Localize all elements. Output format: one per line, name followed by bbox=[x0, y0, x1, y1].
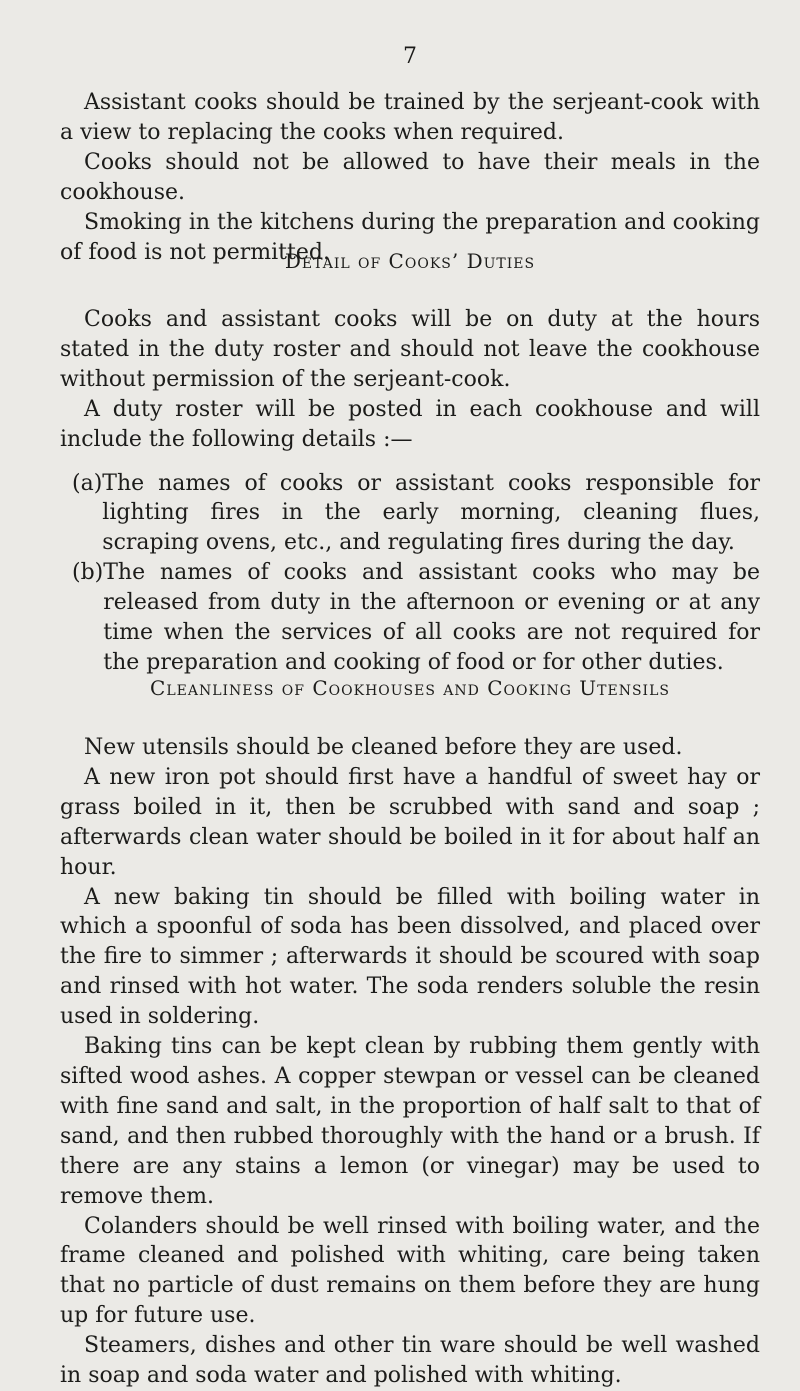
section-heading-duties: Detail of Cooks’ Duties bbox=[284, 249, 536, 273]
list-item bbox=[60, 558, 760, 678]
paragraph: Cooks and assistant cooks will be on duty at the hours stated in the duty roster and should not leave the cookhouse without permission of the serjeant-cook. bbox=[60, 307, 760, 392]
list-text: The names of cooks or assistant cooks responsible for lighting fires in the early morning, cleaning flues, scraping ovens, etc., and regulating fires during the day. bbox=[102, 470, 760, 556]
section-heading-cleanliness: Cleanliness of Cookhouses and Cooking Utensils bbox=[150, 676, 670, 700]
cleanliness-text bbox=[60, 733, 760, 1391]
paragraph: Colanders should be well rinsed with boiling water, and the frame cleaned and polished with whiting, care being taken that no particle of dust remains on them before they are hung up for future use. bbox=[60, 1213, 760, 1329]
list-item bbox=[60, 469, 760, 559]
list-text: The names of cooks and assistant cooks who may be released from duty in the afternoon or evening or at any time when the services of all cooks are not required for the preparation and cooking of food or for other duties. bbox=[103, 560, 760, 675]
paragraph: Steamers, dishes and other tin ware should be well washed in soap and soda water and polished with whiting. bbox=[60, 1333, 760, 1389]
paragraph: Smoking in the kitchens during the preparation and cooking of food is not permitted. bbox=[60, 209, 760, 265]
paragraph: New utensils should be cleaned before they are used. bbox=[84, 735, 683, 760]
paragraph: Baking tins can be kept clean by rubbing them gently with sifted wood ashes. A copper stewpan or vessel can be cleaned with fine sand and salt, in the proportion of half salt to that of sand, and then rubbed thoroughly with the hand or a brush. If there are any stains a lemon (or vinegar) may be used to remove them. bbox=[60, 1034, 760, 1209]
page-number: 7 bbox=[403, 44, 417, 69]
paragraph: A new iron pot should first have a handful of sweet hay or grass boiled in it, then be scrubbed with sand and soap ; afterwards clean water should be boiled in it for about half an hour. bbox=[60, 764, 760, 880]
opening-text bbox=[60, 88, 760, 267]
paragraph: Cooks should not be allowed to have their meals in the cookhouse. bbox=[60, 149, 760, 205]
list-marker: (a) bbox=[72, 470, 103, 496]
duties-text bbox=[60, 305, 760, 678]
paragraph: Assistant cooks should be trained by the serjeant-cook with a view to replacing the cooks when required. bbox=[60, 90, 760, 145]
paragraph: A duty roster will be posted in each cookhouse and will include the following details :— bbox=[60, 396, 760, 452]
paragraph: A new baking tin should be filled with boiling water in which a spoonful of soda has been dissolved, and placed over the fire to simmer ; afterwards it should be scoured with soap and rinsed with hot water. The soda renders soluble the resin used in soldering. bbox=[60, 884, 760, 1030]
list-marker: (b) bbox=[72, 560, 104, 586]
